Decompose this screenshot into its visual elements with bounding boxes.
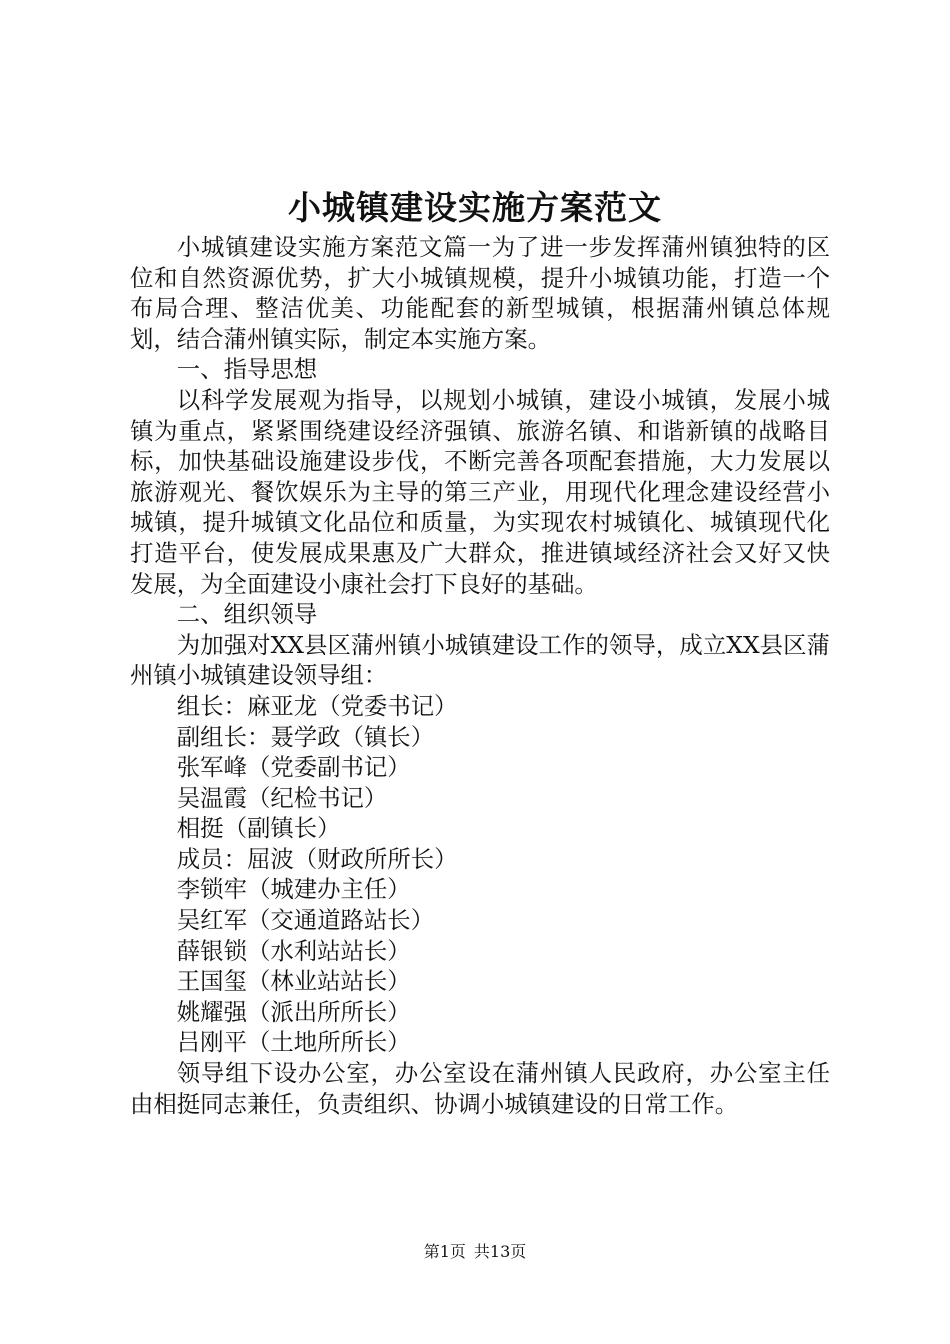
section-heading-guiding-ideology: 一、指导思想 [176, 355, 318, 384]
member-line: 李锁牢（城建办主任） [176, 875, 411, 904]
member-line: 王国玺（林业站站长） [176, 967, 411, 996]
paragraph-office: 领导组下设办公室，办公室设在蒲州镇人民政府，办公室主任由相挺同志兼任，负责组织、协调小城镇建设的日常工作。 [130, 1059, 830, 1118]
member-line: 成员：屈波（财政所所长） [176, 844, 458, 873]
document-body [130, 232, 830, 1119]
member-line: 吕刚平（土地所所长） [176, 1028, 411, 1057]
deputy-leader-line: 吴温霞（纪检书记） [176, 783, 388, 812]
paragraph-organization-intro: 为加强对XX县区蒲州镇小城镇建设工作的领导，成立XX县区蒲州镇小城镇建设领导组： [130, 630, 830, 690]
deputy-leader-line: 相挺（副镇长） [176, 814, 341, 843]
section-heading-organization: 二、组织领导 [176, 600, 318, 629]
document-title: 小城镇建设实施方案范文 [288, 188, 662, 227]
page-total: 共13页 [473, 1242, 527, 1261]
paragraph-guiding-ideology: 以科学发展观为指导，以规划小城镇，建设小城镇，发展小城镇为重点，紧紧围绕建设经济强镇、旅游名镇、和谐新镇的战略目标，加快基础设施建设步伐，不断完善各项配套措施，大力发展以旅游观光、餐饮娱乐为主导的第三产业，用现代化理念建设经营小城镇，提升城镇文化品位和质量，为实现农村城镇化、城镇现代化打造平台，使发展成果惠及广大群众，推进镇域经济社会又好又快发展，为全面建设小康社会打下良好的基础。 [130, 385, 830, 598]
page-number: 第1页 [423, 1242, 466, 1261]
member-line: 吴红军（交通道路站长） [176, 906, 435, 935]
member-line: 姚耀强（派出所所长） [176, 997, 411, 1026]
deputy-leader-line: 副组长：聂学政（镇长） [176, 722, 435, 751]
deputy-leader-line: 张军峰（党委副书记） [176, 753, 411, 782]
leader-line: 组长：麻亚龙（党委书记） [176, 691, 458, 720]
paragraph-intro: 小城镇建设实施方案范文篇一为了进一步发挥蒲州镇独特的区位和自然资源优势，扩大小城镇规模，提升小城镇功能，打造一个布局合理、整洁优美、功能配套的新型城镇，根据蒲州镇总体规划，结合蒲州镇实际，制定本实施方案。 [130, 233, 830, 353]
member-line: 薛银锁（水利站站长） [176, 936, 411, 965]
page-footer [0, 1240, 950, 1264]
